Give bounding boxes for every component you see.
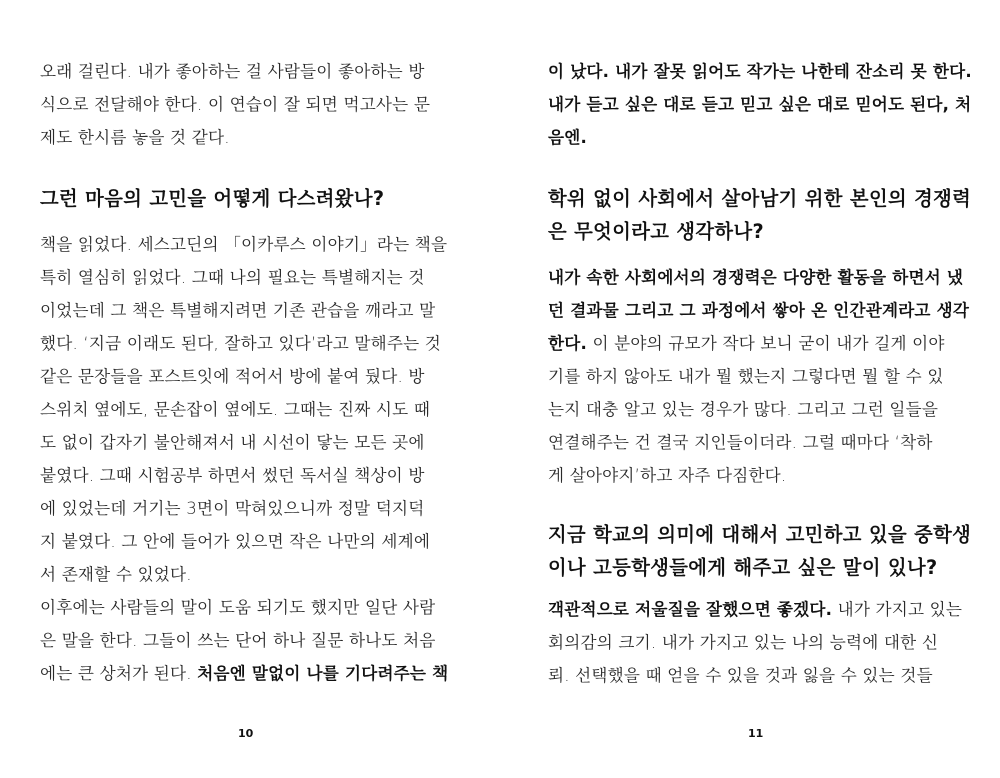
emphasis-text: 객관적으로 저울질을 잘했으면 좋겠다. [548,600,833,619]
body-line: 책을 읽었다. 세스고딘의 「이카루스 이야기」라는 책을 [40,235,448,254]
page-number: 10 [238,727,254,740]
body-line: 기를 하지 않아도 내가 뭘 했는지 그렇다면 뭘 할 수 있 [548,367,944,386]
body-line: 특히 열심히 읽었다. 그때 나의 필요는 특별해지는 것 [40,268,425,287]
emphasis-line: 던 결과물 그리고 그 과정에서 쌓아 온 인간관계라고 생각 [548,301,970,320]
body-line: 이후에는 사람들의 말이 도움 되기도 했지만 일단 사람 [40,598,436,617]
body-line: 스위치 옆에도, 문손잡이 옆에도. 그때는 진짜 시도 때 [40,400,431,419]
body-line [548,598,962,622]
emphasis-text: 한다. [548,334,587,353]
emphasis-text: 처음엔 말없이 나를 기다려주는 책 [197,664,449,683]
body-text: 내가 가지고 있는 [832,600,963,619]
body-line: 회의감의 크기. 내가 가지고 있는 나의 능력에 대한 신 [548,633,939,652]
body-line: 는지 대충 알고 있는 경우가 많다. 그리고 그런 일들을 [548,400,939,419]
body-line: 했다. ‘지금 이래도 된다, 잘하고 있다’라고 말해주는 것 [40,334,442,353]
body-line: 같은 문장들을 포스트잇에 적어서 방에 붙여 뒀다. 방 [40,367,425,386]
question-heading: 학위 없이 사회에서 살아남기 위한 본인의 경쟁력 [548,187,972,210]
body-line: 뢰. 선택했을 때 얻을 수 있을 것과 잃을 수 있는 것들 [548,666,933,685]
body-line [548,332,945,356]
body-line: 붙였다. 그때 시험공부 하면서 썼던 독서실 책상이 방 [40,466,425,485]
body-line: 은 말을 한다. 그들이 쓰는 단어 하나 질문 하나도 처음 [40,631,436,650]
emphasis-line: 이 났다. 내가 잘못 읽어도 작가는 나한테 잔소리 못 한다. [548,62,972,81]
body-line: 게 살아야지’하고 자주 다짐한다. [548,466,787,485]
body-text: 이 분야의 규모가 작다 보니 굳이 내가 길게 이야 [586,334,945,353]
body-line: 이었는데 그 책은 특별해지려면 기존 관습을 깨라고 말 [40,301,436,320]
emphasis-line: 내가 속한 사회에서의 경쟁력은 다양한 활동을 하면서 냈 [548,268,964,287]
question-heading: 은 무엇이라고 생각하나? [548,220,765,243]
question-heading: 지금 학교의 의미에 대해서 고민하고 있을 중학생 [548,523,972,546]
body-text: 에는 큰 상처가 된다. [40,664,198,683]
body-line: 제도 한시름 놓을 것 같다. [40,128,230,147]
emphasis-line: 내가 듣고 싶은 대로 듣고 믿고 싶은 대로 믿어도 된다, 처 [548,95,972,114]
question-heading: 그런 마음의 고민을 어떻게 다스려왔나? [40,187,385,210]
body-line: 오래 걸린다. 내가 좋아하는 걸 사람들이 좋아하는 방 [40,62,425,81]
emphasis-line: 음엔. [548,128,587,147]
body-line: 서 존재할 수 있었다. [40,565,192,584]
body-line: 연결해주는 건 결국 지인들이더라. 그럴 때마다 ‘착하 [548,433,933,452]
body-line: 에 있었는데 거기는 3면이 막혀있으니까 정말 덕지덕 [40,499,425,518]
page-number: 11 [748,727,764,740]
question-heading: 이나 고등학생들에게 해주고 싶은 말이 있나? [548,556,938,579]
body-line: 지 붙였다. 그 안에 들어가 있으면 작은 나만의 세계에 [40,532,431,551]
body-line: 식으로 전달해야 한다. 이 연습이 잘 되면 먹고사는 문 [40,95,431,114]
body-line: 도 없이 갑자기 불안해져서 내 시선이 닿는 모든 곳에 [40,433,425,452]
